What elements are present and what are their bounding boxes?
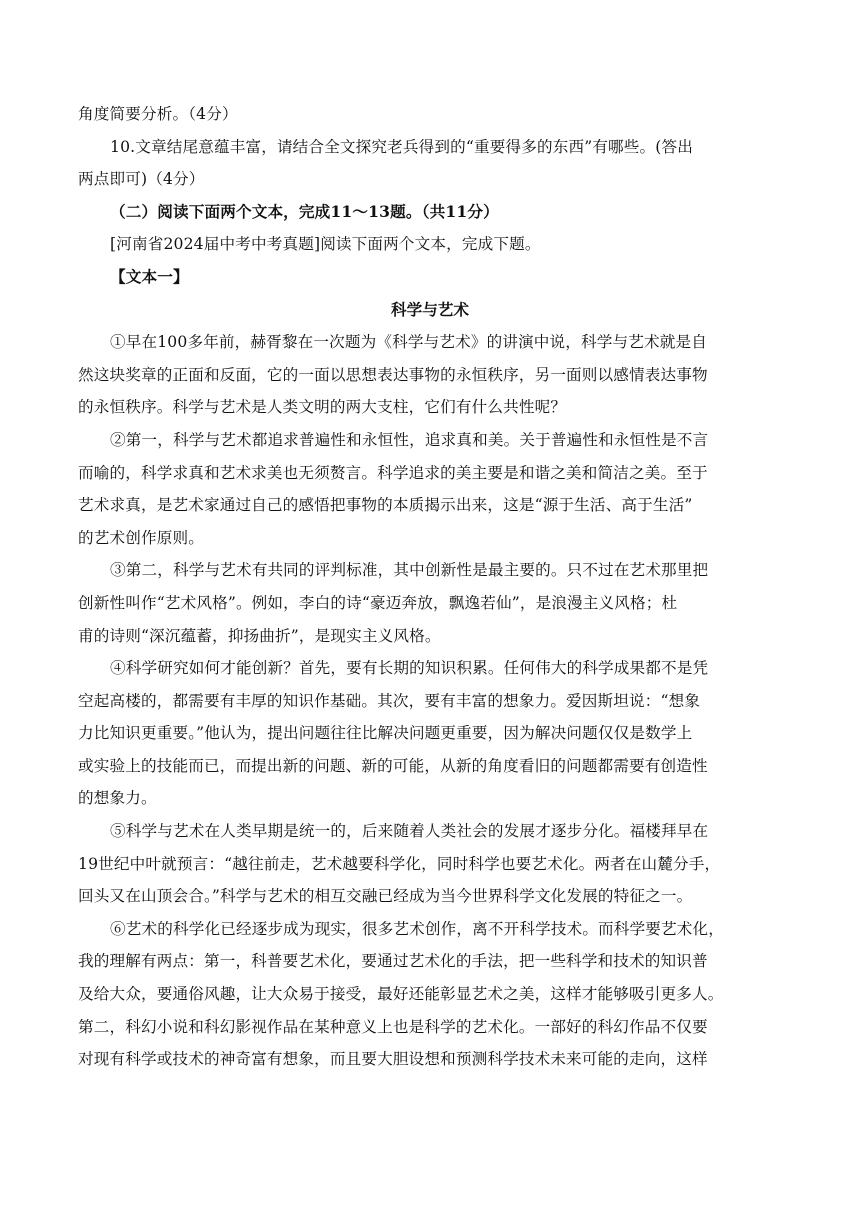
- paragraph-line: 或实验上的技能而已，而提出新的问题、新的可能，从新的角度看旧的问题都需要有创造性: [78, 756, 708, 775]
- paragraph-line: ⑥艺术的科学化已经逐步成为现实，很多艺术创作，离不开科学技术。而科学要艺术化，: [110, 919, 725, 938]
- question-10-line-1: 10.文章结尾意蕴丰富，请结合全文探究老兵得到的“重要得多的东西”有哪些。(答出: [110, 137, 694, 156]
- paragraph-line: ④科学研究如何才能创新？首先，要有长期的知识积累。任何伟大的科学成果都不是凭: [110, 659, 709, 678]
- question-9-tail: 角度简要分析。（4分）: [78, 105, 238, 123]
- paragraph-2: [78, 424, 782, 554]
- paragraph-line: 我的理解有两点：第一，科普要艺术化，要通过艺术化的手法，把一些科学和技术的知识普: [78, 952, 708, 971]
- document-page: [78, 98, 782, 1076]
- paragraph-line: ②第一，科学与艺术都追求普遍性和永恒性，追求真和美。关于普遍性和永恒性是不言: [110, 430, 709, 449]
- paragraph-line: 而喻的，科学求真和艺术求美也无须赘言。科学追求的美主要是和谐之美和简洁之美。至于: [78, 463, 708, 482]
- paragraph-line: 及给大众，要通俗风趣，让大众易于接受，最好还能彰显艺术之美，这样才能够吸引更多人。: [78, 985, 724, 1004]
- paragraph-line: 空起高楼的，都需要有丰厚的知识作基础。其次，要有丰富的想象力。爱因斯坦说：“想象: [78, 691, 701, 710]
- article-title: 科学与艺术: [391, 300, 469, 319]
- section-2-heading: （二）阅读下面两个文本，完成11～13题。（共11分）: [110, 201, 499, 221]
- paragraph-line: 甫的诗则“深沉蕴蓄，抑扬曲折”，是现实主义风格。: [78, 626, 441, 645]
- paragraph-1: [78, 326, 782, 424]
- paragraph-4: [78, 652, 782, 815]
- source-note: [河南省2024届中考中考真题]阅读下面两个文本，完成下题。: [110, 235, 541, 254]
- paragraph-line: 创新性叫作“艺术风格”。例如，李白的诗“豪迈奔放，飘逸若仙”，是浪漫主义风格；杜: [78, 593, 678, 612]
- text-1-label: 【文本一】: [110, 266, 189, 286]
- paragraph-line: 对现有科学或技术的神奇富有想象，而且要大胆设想和预测科学技术未来可能的走向，这样: [78, 1050, 708, 1069]
- paragraph-line: 第二，科幻小说和科幻影视作品在某种意义上也是科学的艺术化。一部好的科幻作品不仅要: [78, 1017, 708, 1036]
- paragraph-6: [78, 913, 782, 1076]
- paragraph-line: ⑤科学与艺术在人类早期是统一的，后来随着人类社会的发展才逐步分化。福楼拜早在: [110, 822, 709, 841]
- paragraph-line: ③第二，科学与艺术有共同的评判标准，其中创新性是最主要的。只不过在艺术那里把: [110, 561, 709, 580]
- paragraph-line: 的永恒秩序。科学与艺术是人类文明的两大支柱，它们有什么共性呢？: [78, 398, 567, 417]
- paragraph-3: [78, 554, 782, 652]
- paragraph-line: 力比知识更重要。”他认为，提出问题往往比解决问题更重要，因为解决问题仅仅是数学上: [78, 724, 693, 743]
- paragraph-line: 然这块奖章的正面和反面，它的一面以思想表达事物的永恒秩序，另一面则以感情表达事物: [78, 365, 708, 384]
- paragraph-line: 19世纪中叶就预言：“越往前走，艺术越要科学化，同时科学也要艺术化。两者在山麓分手，: [78, 854, 721, 873]
- paragraph-line: 艺术求真，是艺术家通过自己的感悟把事物的本质揭示出来，这是“源于生活、高于生活”: [78, 496, 693, 515]
- paragraph-line: 回头又在山顶会合。”科学与艺术的相互交融已经成为当今世界科学文化发展的特征之一。: [78, 887, 693, 906]
- paragraph-5: [78, 815, 782, 913]
- paragraph-line: 的想象力。: [78, 789, 157, 808]
- question-10-line-2: 两点即可)（4分）: [78, 170, 205, 189]
- paragraph-line: 的艺术创作原则。: [78, 528, 204, 547]
- paragraph-line: ①早在100多年前，赫胥黎在一次题为《科学与艺术》的讲演中说，科学与艺术就是自: [110, 333, 707, 352]
